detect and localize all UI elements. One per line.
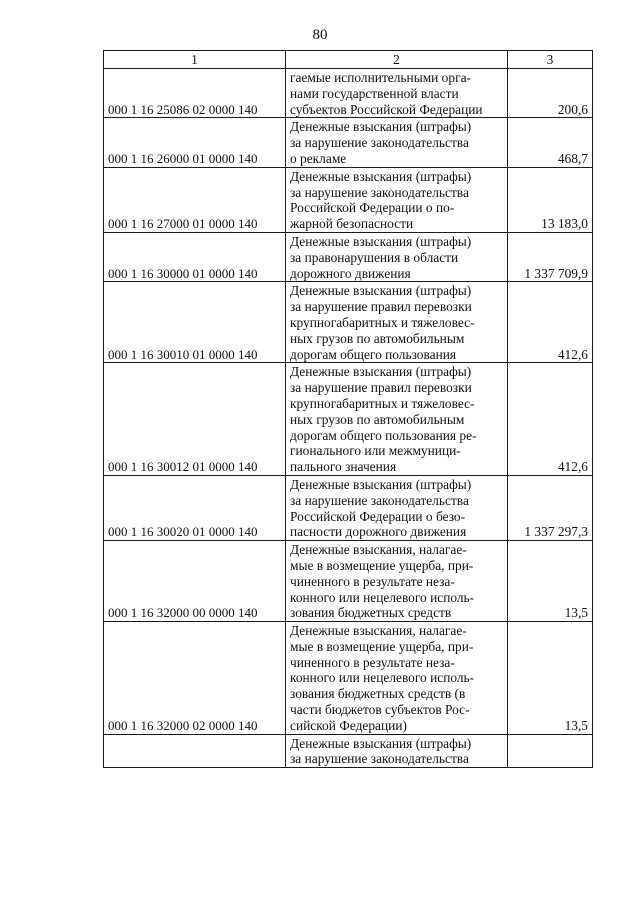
- description-line: Российской Федерации о безо-: [290, 508, 466, 524]
- description-line: за правонарушения в области: [290, 249, 459, 265]
- classification-code: 000 1 16 26000 01 0000 140: [104, 118, 286, 167]
- amount-value: 200,6: [508, 69, 593, 118]
- revenue-description: [286, 541, 508, 622]
- revenue-description: [286, 622, 508, 735]
- table-row: [104, 282, 593, 363]
- revenue-description: [286, 232, 508, 281]
- description-line: зования бюджетных средств: [290, 605, 452, 621]
- description-line: Денежные взыскания (штрафы): [290, 119, 472, 135]
- description-line: субъектов Российской Федерации: [290, 101, 483, 117]
- description-line: пасности дорожного движения: [290, 524, 467, 540]
- description-line: дорожного движения: [290, 265, 411, 281]
- table-row: [104, 363, 593, 476]
- description-line: конного или нецелевого исполь-: [290, 589, 475, 605]
- description-line: зования бюджетных средств (в: [290, 686, 466, 702]
- revenue-description: [286, 734, 508, 768]
- description-line: ных грузов по автомобильным: [290, 330, 465, 346]
- description-line: части бюджетов субъектов Рос-: [290, 702, 470, 718]
- budget-revenue-table: [103, 50, 593, 768]
- revenue-description: [286, 167, 508, 232]
- description-line: сийской Федерации): [290, 717, 407, 733]
- table-header-row: [104, 51, 593, 69]
- table-row: [104, 167, 593, 232]
- description-line: Денежные взыскания (штрафы): [290, 283, 472, 299]
- description-line: за нарушение правил перевозки: [290, 380, 472, 396]
- description-line: Денежные взыскания (штрафы): [290, 364, 472, 380]
- description-line: жарной безопасности: [290, 216, 414, 232]
- description-line: Денежные взыскания (штрафы): [290, 735, 472, 751]
- column-header-amount: 3: [508, 51, 593, 69]
- classification-code: 000 1 16 32000 00 0000 140: [104, 541, 286, 622]
- description-line: гионального или межмуници-: [290, 443, 461, 459]
- classification-code: 000 1 16 30010 01 0000 140: [104, 282, 286, 363]
- revenue-description: [286, 475, 508, 540]
- amount-value: 468,7: [508, 118, 593, 167]
- classification-code: 000 1 16 27000 01 0000 140: [104, 167, 286, 232]
- table-row: [104, 622, 593, 735]
- classification-code: [104, 734, 286, 768]
- description-line: Денежные взыскания (штрафы): [290, 476, 472, 492]
- classification-code: 000 1 16 32000 02 0000 140: [104, 622, 286, 735]
- description-line: мые в возмещение ущерба, при-: [290, 557, 474, 573]
- amount-value: 1 337 297,3: [508, 475, 593, 540]
- amount-value: [508, 734, 593, 768]
- description-line: нами государственной власти: [290, 85, 459, 101]
- description-line: крупногабаритных и тяжеловес-: [290, 395, 475, 411]
- description-line: Денежные взыскания (штрафы): [290, 168, 472, 184]
- description-line: чиненного в результате неза-: [290, 573, 455, 589]
- description-line: дорогам общего пользования: [290, 346, 457, 362]
- classification-code: 000 1 16 30020 01 0000 140: [104, 475, 286, 540]
- table-row: [104, 475, 593, 540]
- description-line: мые в возмещение ущерба, при-: [290, 638, 474, 654]
- description-line: за нарушение правил перевозки: [290, 299, 472, 315]
- description-line: Денежные взыскания (штрафы): [290, 233, 472, 249]
- amount-value: 13,5: [508, 541, 593, 622]
- description-line: о рекламе: [290, 150, 347, 166]
- amount-value: 412,6: [508, 363, 593, 476]
- description-line: за нарушение законодательства: [290, 135, 469, 151]
- table-row: [104, 118, 593, 167]
- description-line: крупногабаритных и тяжеловес-: [290, 314, 475, 330]
- classification-code: 000 1 16 25086 02 0000 140: [104, 69, 286, 118]
- amount-value: 13 183,0: [508, 167, 593, 232]
- table-row: [104, 69, 593, 118]
- classification-code: 000 1 16 30000 01 0000 140: [104, 232, 286, 281]
- table-row: [104, 232, 593, 281]
- classification-code: 000 1 16 30012 01 0000 140: [104, 363, 286, 476]
- description-line: Денежные взыскания, налагае-: [290, 542, 467, 558]
- description-line: пального значения: [290, 459, 397, 475]
- revenue-description: [286, 69, 508, 118]
- table-row: [104, 734, 593, 768]
- description-line: за нарушение законодательства: [290, 184, 469, 200]
- page-number: 80: [312, 27, 328, 43]
- revenue-description: [286, 363, 508, 476]
- description-line: дорогам общего пользования ре-: [290, 427, 477, 443]
- description-line: конного или нецелевого исполь-: [290, 670, 475, 686]
- column-header-code: 1: [104, 51, 286, 69]
- description-line: ных грузов по автомобильным: [290, 411, 465, 427]
- column-header-description: 2: [286, 51, 508, 69]
- amount-value: 412,6: [508, 282, 593, 363]
- revenue-description: [286, 282, 508, 363]
- amount-value: 13,5: [508, 622, 593, 735]
- description-line: Российской Федерации о по-: [290, 200, 455, 216]
- description-line: Денежные взыскания, налагае-: [290, 623, 467, 639]
- revenue-description: [286, 118, 508, 167]
- description-line: за нарушение законодательства: [290, 492, 469, 508]
- table-row: [104, 541, 593, 622]
- description-line: за нарушение законодательства: [290, 751, 469, 767]
- description-line: гаемые исполнительными орга-: [290, 70, 471, 85]
- amount-value: 1 337 709,9: [508, 232, 593, 281]
- description-line: чиненного в результате неза-: [290, 654, 455, 670]
